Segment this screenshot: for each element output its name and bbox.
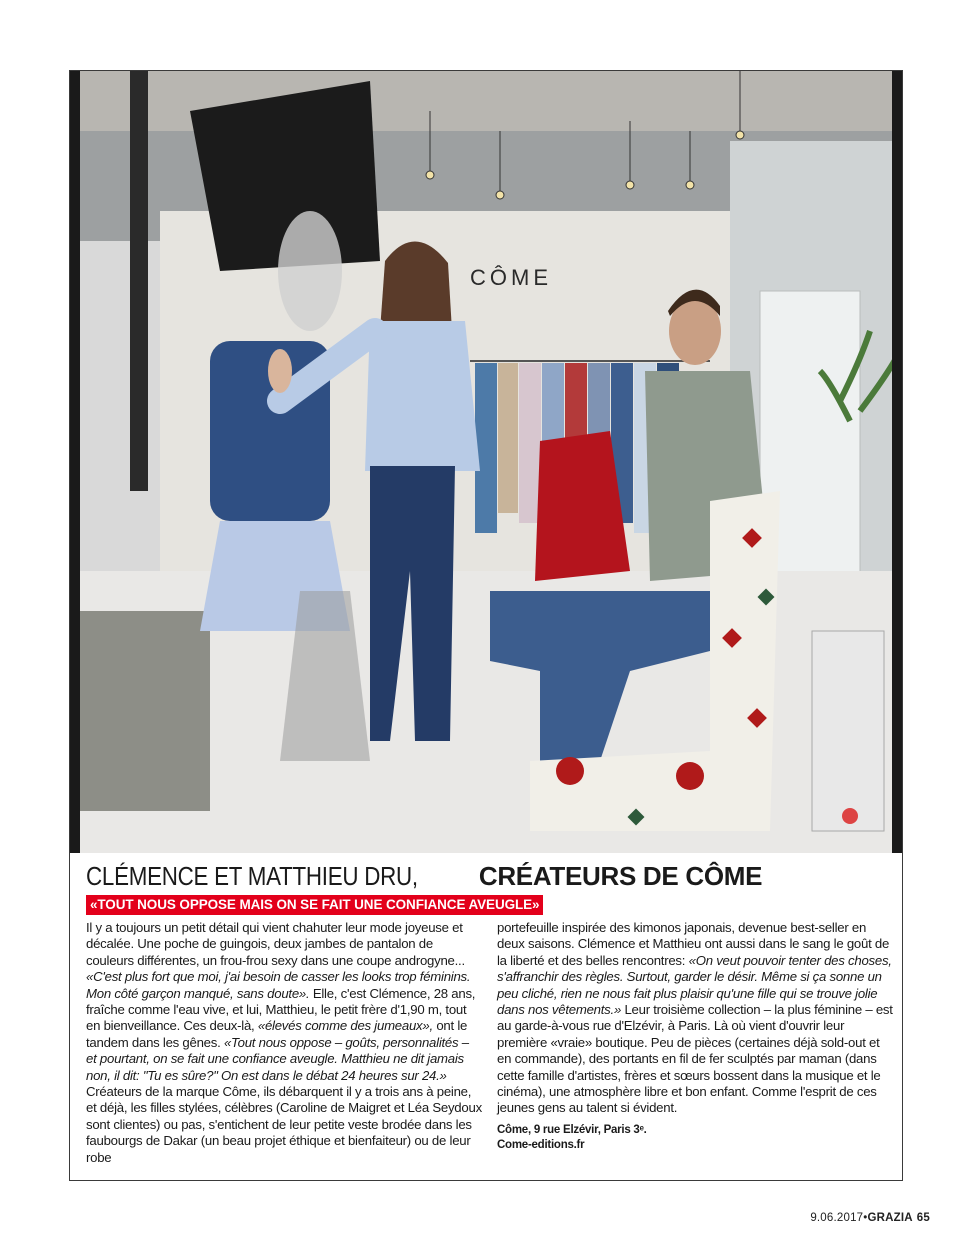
text-run: Elle, c'est Clémence, 28 ans, fraîche comme l'eau vive, et lui, Matthieu, le petit frère d'1,90 m, tout en bienveillance. Ces deux-là, (86, 985, 476, 1034)
page-number: 65 (916, 1212, 930, 1224)
quote-run: «On veut pouvoir tenter des choses, s'affranchir des règles. Surtout, garder le désir. Même si ça sonne un peu cliché, rien ne nous fait plus plaisir qu'une fille qui se trouve jolie dans nos vêtements.» (497, 952, 892, 1018)
headline-names: CLÉMENCE ET MATTHIEU DRU, (86, 861, 418, 891)
shop-credit (497, 1123, 893, 1153)
article-column-left (86, 920, 482, 1166)
article-paragraph (86, 920, 482, 1166)
article-column-right (497, 920, 893, 1153)
text-run: Il y a toujours un petit détail qui vient chahuter leur mode joyeuse et décalée. Une poche de guingois, deux jambes de pantalon de couleurs différentes, un frou-frou sexy dans une coupe androgyne... (86, 920, 465, 968)
photo-illustration (70, 71, 902, 853)
text-run: Créateurs de la marque Côme, ils débarquent il y a trois ans à peine, et déjà, les filles stylées, célèbres (Caroline de Maigret et Léa Seydoux sont clientes) ou pas, s'entichent de leur petite veste brodée dans les faubourgs de Dakar (un beau projet éthique et bienfaiteur) ou de leur robe (86, 1084, 482, 1165)
boutique-photo (70, 71, 902, 853)
article-paragraph (497, 920, 893, 1117)
footer-separator: • (863, 1212, 868, 1224)
headline-role: CRÉATEURS DE CÔME (478, 861, 763, 891)
issue-date: 9.06.2017 (810, 1212, 864, 1224)
headline (86, 861, 886, 892)
pull-quote-bar: «TOUT NOUS OPPOSE MAIS ON SE FAIT UNE CONFIANCE AVEUGLE» (86, 895, 543, 915)
quote-run: «Tout nous oppose – goûts, personnalités – et pourtant, on se fait une confiance aveugle. Matthieu ne dit jamais non, il dit: "Tu es sûre?" On est dans le débat 24 heures sur 24.» (86, 1034, 469, 1083)
text-run: portefeuille inspirée des kimonos japonais, devenue best-seller en deux saisons. Clémence et Matthieu ont aussi dans le sang le goût de la liberté et des belles rencontres: (497, 920, 890, 968)
text-run: ont le tandem dans les gênes. (86, 1018, 468, 1050)
article-frame (69, 70, 903, 1181)
shop-sign: CÔME (470, 265, 552, 290)
quote-run: «élevés comme des jumeaux», (257, 1018, 433, 1034)
text-run: Leur troisième collection – la plus féminine – est au garde-à-vous rue d'Elzévir, à Paris. Là où vient d'ouvrir leur première «vraie» boutique. Peu de pièces (certaines déjà sold-out et en commande), des portants en fil de fer sculptés par maman (dans cette famille d'artistes, frères et sœurs bossent dans la musique et le cinéma), une atmosphère libre et bon enfant. Comme l'esprit de ces jeunes gens au talent si évident. (497, 1002, 893, 1116)
credit-address: Côme, 9 rue Elzévir, Paris 3ᵉ. (497, 1123, 647, 1136)
credit-website: Come-editions.fr (497, 1138, 585, 1151)
page-footer (810, 1212, 930, 1224)
magazine-name: GRAZIA (867, 1212, 913, 1224)
quote-run: «C'est plus fort que moi, j'ai besoin de casser les looks trop féminins. Mon côté garçon manqué, sans doute». (86, 969, 471, 1001)
